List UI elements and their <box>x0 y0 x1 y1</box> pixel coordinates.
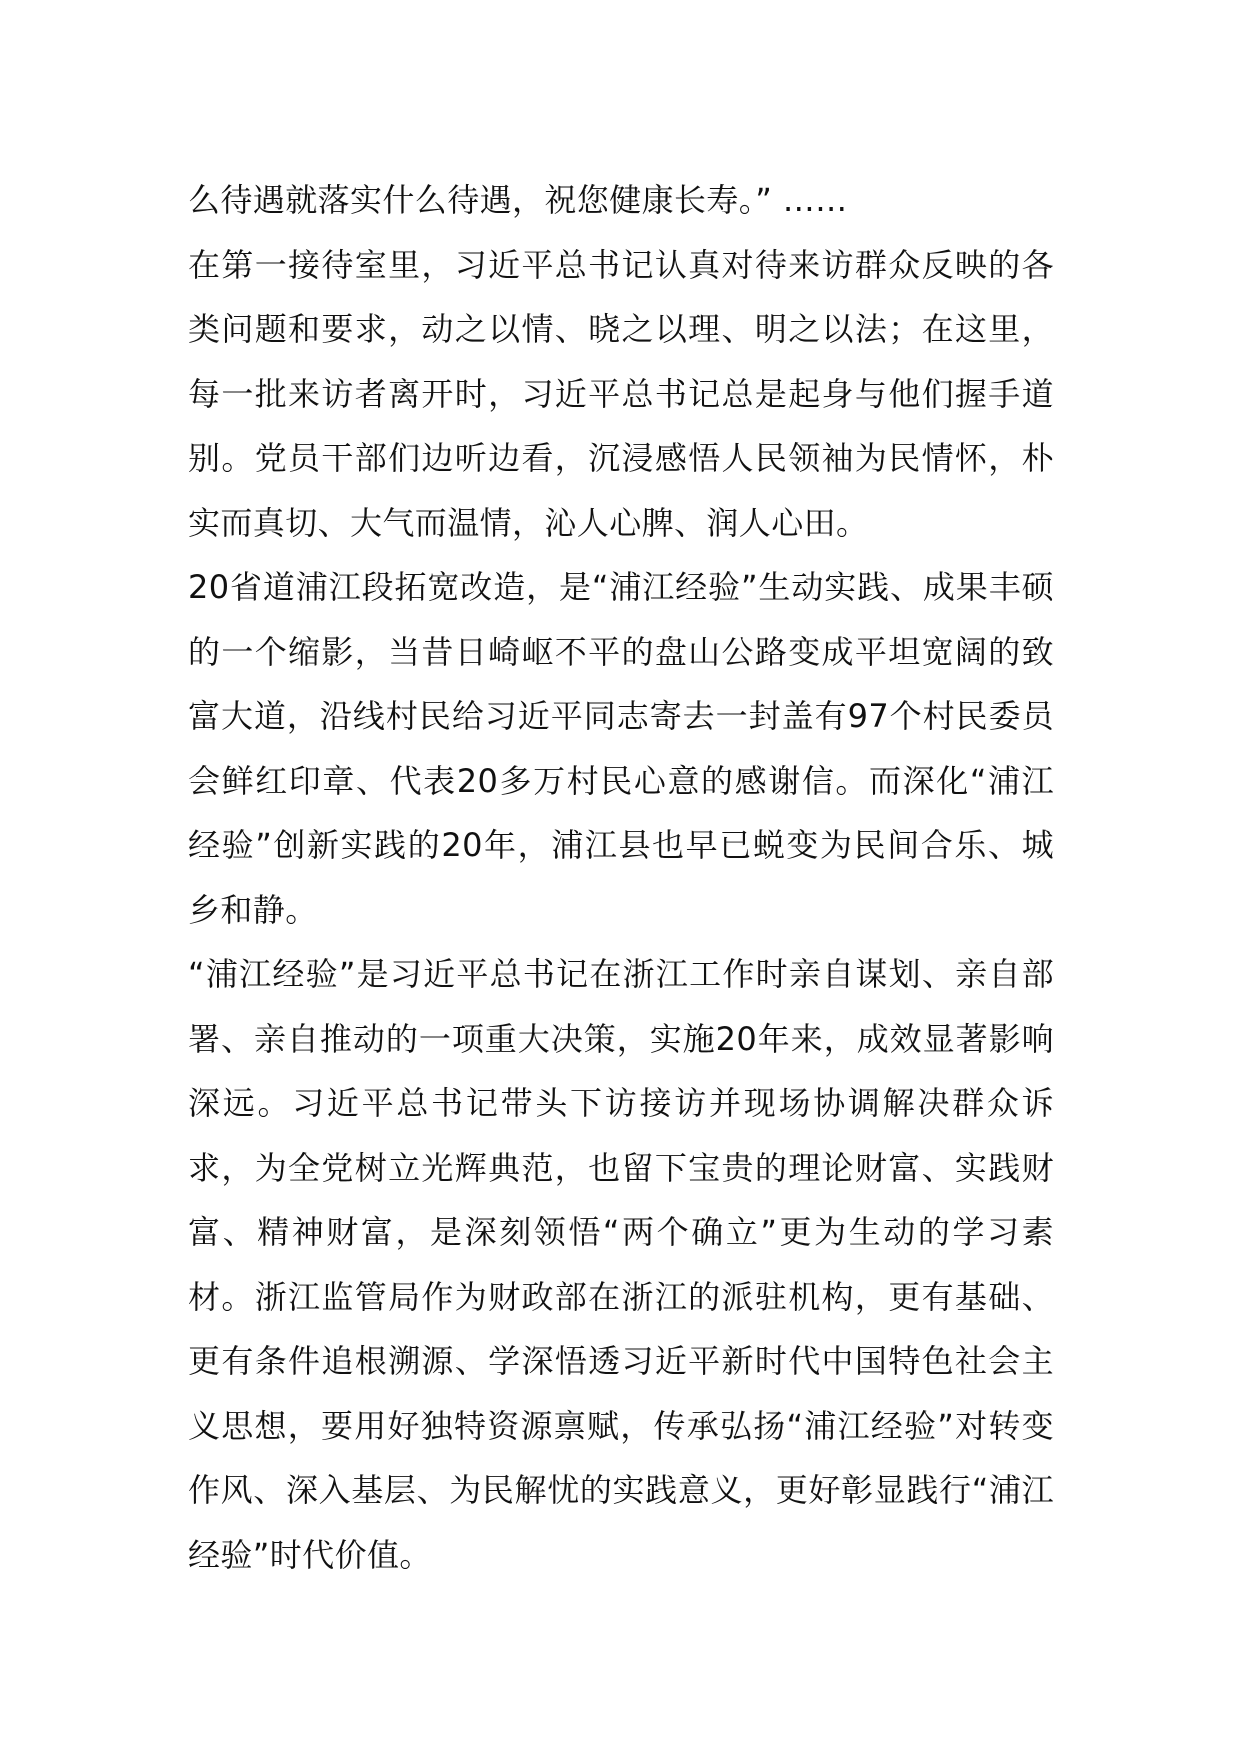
paragraph-2: 在第一接待室里，习近平总书记认真对待来访群众反映的各类问题和要求，动之以情、晓之以理、明之以法；在这里，每一批来访者离开时，习近平总书记总是起身与他们握手道别。党员干部们边听边看，沉浸感悟人民领袖为民情怀，朴实而真切、大气而温情，沁人心脾、润人心田。 <box>188 245 1054 542</box>
document-body <box>188 168 1054 1587</box>
paragraph-4: “浦江经验”是习近平总书记在浙江工作时亲自谋划、亲自部署、亲自推动的一项重大决策，实施20年来，成效显著影响深远。习近平总书记带头下访接访并现场协调解决群众诉求，为全党树立光辉典范，也留下宝贵的理论财富、实践财富、精神财富，是深刻领悟“两个确立”更为生动的学习素材。浙江监管局作为财政部在浙江的派驻机构，更有基础、更有条件追根溯源、学深悟透习近平新时代中国特色社会主义思想，要用好独特资源禀赋，传承弘扬“浦江经验”对转变作风、深入基层、为民解忧的实践意义，更好彰显践行“浦江经验”时代价值。 <box>188 955 1054 1574</box>
paragraph-3: 20省道浦江段拓宽改造，是“浦江经验”生动实践、成果丰硕的一个缩影，当昔日崎岖不平的盘山公路变成平坦宽阔的致富大道，沿线村民给习近平同志寄去一封盖有97个村民委员会鲜红印章、代表20多万村民心意的感谢信。而深化“浦江经验”创新实践的20年，浦江县也早已蜕变为民间合乐、城乡和静。 <box>188 568 1054 929</box>
paragraph-1: 么待遇就落实什么待遇，祝您健康长寿。” …… <box>188 181 848 219</box>
